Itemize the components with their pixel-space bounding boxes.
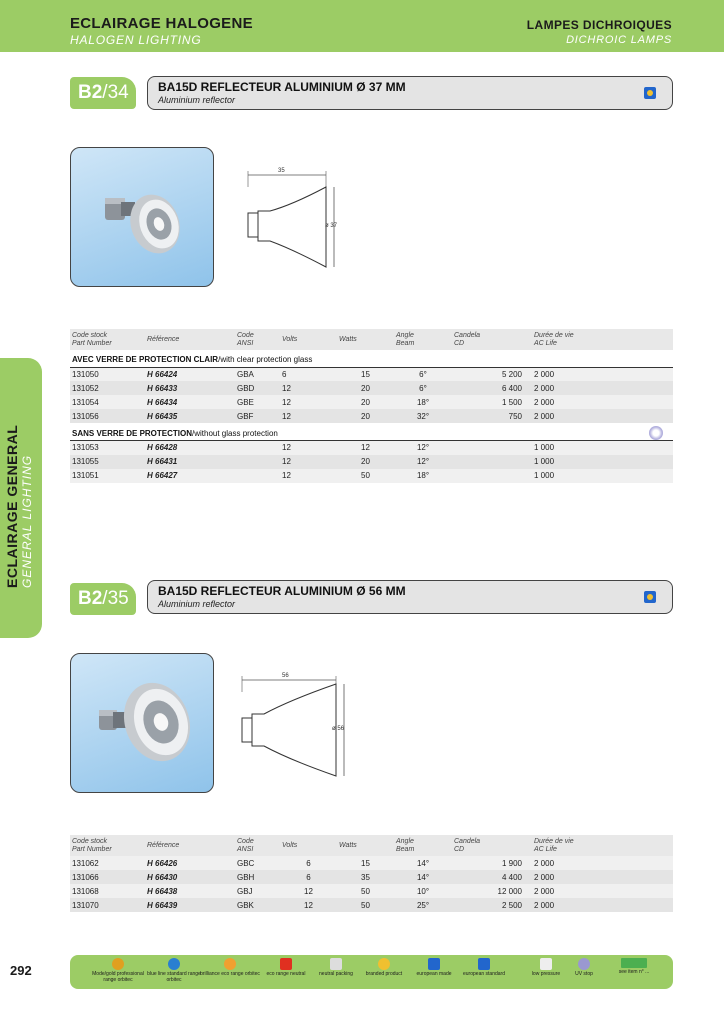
drawing-diameter-label: ø 56 — [332, 726, 345, 732]
legend-item: low pressure — [516, 958, 576, 977]
col-watts: Watts — [337, 835, 394, 856]
eco-range-icon — [224, 958, 236, 970]
section-subtitle: Aluminium reflector — [158, 95, 236, 105]
section-code-a: B2 — [78, 588, 103, 609]
group-heading: AVEC VERRE DE PROTECTION CLAIR/with clear protection glass — [70, 350, 673, 367]
technical-drawing — [240, 165, 360, 280]
spec-table-1 — [70, 329, 673, 483]
section-code-number: 34 — [107, 82, 129, 103]
col-candela: Candela CD — [452, 835, 532, 856]
legend-item: european standard — [454, 958, 514, 977]
col-code-ansi: Code ANSI — [235, 835, 280, 856]
col-angle-beam: Angle Beam — [394, 329, 452, 350]
side-tab-subtitle: GENERAL LIGHTING — [20, 454, 34, 588]
page-number: 292 — [10, 963, 32, 978]
col-code-stock: Code stock Part Number — [70, 835, 145, 856]
section-title-box — [147, 76, 673, 110]
section-title: BA15D REFLECTEUR ALUMINIUM Ø 37 MM — [158, 80, 406, 94]
drawing-diameter-label: ø 37 — [325, 223, 338, 229]
col-volts: Volts — [280, 835, 337, 856]
col-volts: Volts — [280, 329, 337, 350]
european-made-icon — [644, 87, 656, 99]
side-tab-title: ECLAIRAGE GENERAL — [4, 424, 20, 588]
section-subtitle: Aluminium reflector — [158, 599, 236, 609]
uv-stop-icon — [649, 426, 663, 440]
product-photo — [70, 147, 214, 287]
legend-item: branded product — [354, 958, 414, 977]
legend-item: UV stop — [554, 958, 614, 977]
table-row: 131070 H 66439 GBK 12 50 25° 2 500 2 000 — [70, 898, 673, 912]
blue-range-icon — [168, 958, 180, 970]
legend-item: brilliance eco range orbitec — [200, 958, 260, 977]
see-item-icon — [621, 958, 647, 968]
col-angle-beam: Angle Beam — [394, 835, 452, 856]
table-row: 131062 H 66426 GBC 6 15 14° 1 900 2 000 — [70, 856, 673, 870]
table-row: 131052 H 66433 GBD 12 20 6° 6 400 2 000 — [70, 381, 673, 395]
product-photo — [70, 653, 214, 793]
legend-item: Mode/gold professional range orbitec — [88, 958, 148, 983]
legend-item: eco range neutral — [256, 958, 316, 977]
technical-drawing — [240, 670, 360, 790]
section-code-a: B2 — [78, 82, 103, 103]
european-made-icon — [428, 958, 440, 970]
group-heading: SANS VERRE DE PROTECTION/without glass protection — [70, 423, 673, 441]
european-standard-icon — [478, 958, 490, 970]
section-title-box — [147, 580, 673, 614]
section-code — [70, 583, 136, 615]
gold-range-icon — [112, 958, 124, 970]
legend-item: blue line standard range orbitec — [144, 958, 204, 983]
branded-product-icon — [378, 958, 390, 970]
col-watts: Watts — [337, 329, 394, 350]
section-code-number: 35 — [107, 588, 129, 609]
legend-item: see item n° ... — [604, 958, 664, 975]
legend-item: european made — [404, 958, 464, 977]
col-reference: Référence — [145, 329, 235, 350]
table-row: 131050 H 66424 GBA 6 15 6° 5 200 2 000 — [70, 367, 673, 381]
col-reference: Référence — [145, 835, 235, 856]
drawing-width-label: 56 — [282, 673, 289, 679]
eco-neutral-icon — [280, 958, 292, 970]
european-made-icon — [644, 591, 656, 603]
col-candela: Candela CD — [452, 329, 532, 350]
section-code-b: /35 — [102, 588, 129, 609]
header-category: LAMPES DICHROIQUES — [526, 18, 672, 32]
col-life: Durée de vie AC Life — [532, 329, 673, 350]
table-row: 131054 H 66434 GBE 12 20 18° 1 500 2 000 — [70, 395, 673, 409]
header-title: ECLAIRAGE HALOGENE — [70, 15, 253, 32]
table-header-row — [70, 835, 673, 856]
section-code-b: /34 — [102, 82, 129, 103]
header-subtitle: HALOGEN LIGHTING — [70, 33, 202, 47]
low-pressure-icon — [540, 958, 552, 970]
table-row: 131068 H 66438 GBJ 12 50 10° 12 000 2 000 — [70, 884, 673, 898]
legend-item: neutral packing — [306, 958, 366, 977]
side-tab — [0, 358, 42, 638]
table-row: 131066 H 66430 GBH 6 35 14° 4 400 2 000 — [70, 870, 673, 884]
page-header — [0, 0, 724, 52]
footer-legend — [70, 955, 673, 989]
header-category-sub: DICHROIC LAMPS — [566, 34, 672, 46]
section-title: BA15D REFLECTEUR ALUMINIUM Ø 56 MM — [158, 584, 406, 598]
table-row: 131053 H 66428 12 12 12° 1 000 — [70, 441, 673, 455]
table-row: 131055 H 66431 12 20 12° 1 000 — [70, 455, 673, 469]
table-row: 131051 H 66427 12 50 18° 1 000 — [70, 469, 673, 483]
section-code — [70, 77, 136, 109]
table-header-row — [70, 329, 673, 350]
col-code-ansi: Code ANSI — [235, 329, 280, 350]
col-life: Durée de vie AC Life — [532, 835, 673, 856]
uv-stop-icon — [578, 958, 590, 970]
col-code-stock: Code stock Part Number — [70, 329, 145, 350]
neutral-packing-icon — [330, 958, 342, 970]
drawing-width-label: 35 — [278, 168, 285, 174]
spec-table-2 — [70, 835, 673, 912]
table-row: 131056 H 66435 GBF 12 20 32° 750 2 000 — [70, 409, 673, 423]
